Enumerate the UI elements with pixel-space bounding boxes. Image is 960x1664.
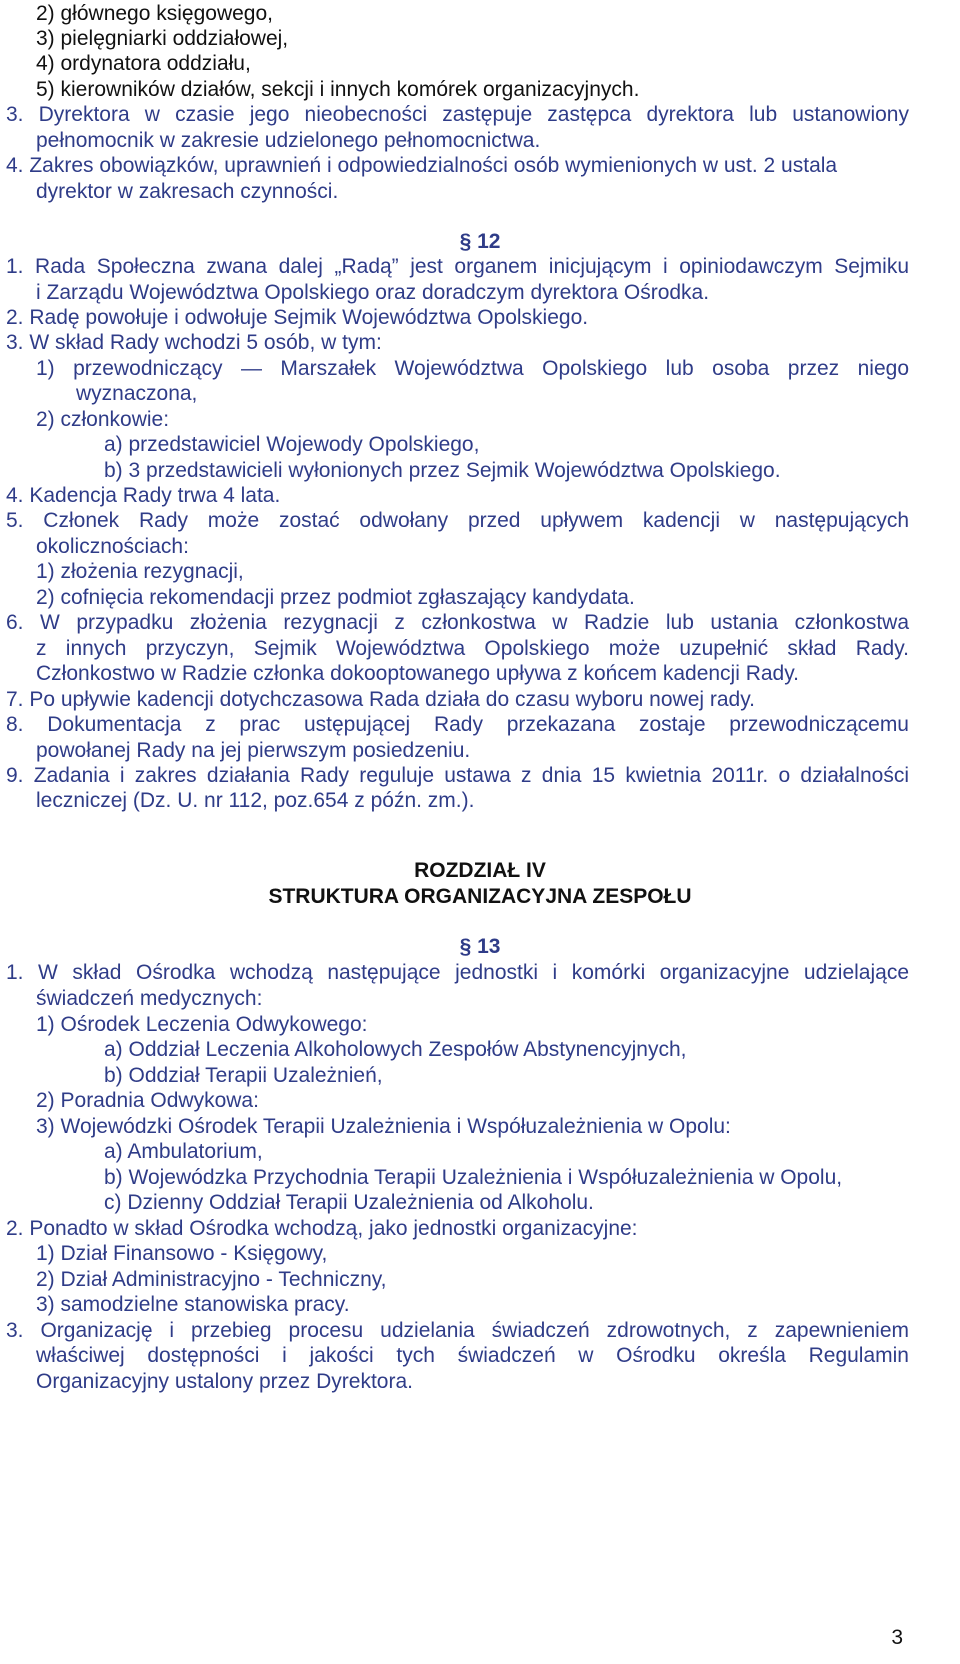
text-line (6, 329, 382, 357)
text-segment: § 13 (459, 935, 501, 958)
text-line (6, 507, 909, 535)
text-segment: 1. Rada Społeczna zwana dalej „Radą” jest organem inicjującym i opiniodawczym Sejmiku (6, 255, 909, 278)
text-line (6, 1215, 638, 1243)
text-segment: 2) Dział Administracyjno - Techniczny, (36, 1268, 387, 1291)
text-line (36, 1240, 327, 1268)
text-segment: 2) głównego księgowego, (36, 2, 273, 25)
text-line (36, 1113, 731, 1141)
text-line (36, 1087, 259, 1115)
text-segment: 2) cofnięcia rekomendacji przez podmiot zgłaszający kandydata. (36, 586, 635, 609)
text-segment: leczniczej (Dz. U. nr 112, poz.654 z późn. zm.). (36, 789, 475, 812)
text-line (104, 1138, 263, 1166)
page-number: 3 (891, 1626, 903, 1649)
text-line (6, 152, 837, 180)
text-line (36, 25, 288, 53)
text-line (104, 431, 479, 459)
text-segment: 8. Dokumentacja z prac ustępującej Rady przekazana zostaje przewodniczącemu (6, 713, 909, 736)
text-line (6, 762, 909, 790)
text-line (36, 279, 709, 307)
text-line (6, 482, 280, 510)
text-line (36, 1266, 387, 1294)
chapter-heading (0, 857, 960, 885)
text-line (36, 1342, 909, 1370)
text-segment: 3) pielęgniarki oddziałowej, (36, 27, 289, 50)
text-segment: 3. W skład Rady wchodzi 5 osób, w tym: (6, 331, 382, 354)
text-segment: wyznaczona, (76, 382, 198, 405)
text-segment: powołanej Rady na jej pierwszym posiedzeniu. (36, 739, 471, 762)
text-segment: a) Oddział Leczenia Alkoholowych Zespołów Abstynencyjnych, (104, 1038, 687, 1061)
text-segment: Organizacyjny ustalony przez Dyrektora. (36, 1370, 413, 1393)
chapter-heading (0, 883, 960, 911)
text-line (36, 558, 244, 586)
text-segment: właściwej dostępności i jakości tych świadczeń w Ośrodku określa Regulamin (36, 1344, 909, 1367)
text-line (104, 1164, 842, 1192)
text-segment: 6. W przypadku złożenia rezygnacji z członkostwa w Radzie lub ustania członkostwa (6, 611, 909, 634)
text-segment: 9. Zadania i zakres działania Rady reguluje ustawa z dnia 15 kwietnia 2011r. o działalności (6, 764, 909, 787)
text-line (76, 380, 197, 408)
text-line (36, 985, 262, 1013)
text-line (36, 1011, 368, 1039)
text-segment: § 12 (459, 230, 501, 253)
text-line (36, 1291, 350, 1319)
text-segment: Członkostwo w Radzie członka dokooptowanego upływa z końcem kadencji Rady. (36, 662, 800, 685)
text-segment: b) Oddział Terapii Uzależnień, (104, 1064, 383, 1087)
text-segment: 5. Członek Rady może zostać odwołany przed upływem kadencji w następujących (6, 509, 909, 532)
text-segment: a) Ambulatorium, (104, 1140, 263, 1163)
text-line (36, 406, 169, 434)
text-segment: 4) ordynatora oddziału, (36, 52, 251, 75)
text-segment: 2) członkowie: (36, 408, 170, 431)
text-segment: 3) samodzielne stanowiska pracy. (36, 1293, 350, 1316)
text-segment: 1) Ośrodek Leczenia Odwykowego: (36, 1013, 368, 1036)
text-segment: 4. Kadencja Rady trwa 4 lata. (6, 484, 281, 507)
text-line (6, 609, 909, 637)
text-line (104, 1036, 686, 1064)
text-segment: 2. Ponadto w skład Ośrodka wchodzą, jako jednostki organizacyjne: (6, 1217, 638, 1240)
text-line (6, 304, 588, 332)
text-segment: 1) przewodniczący ― Marszałek Województwa Opolskiego lub osoba przez niego (36, 357, 909, 380)
text-line (36, 787, 474, 815)
text-segment: c) Dzienny Oddział Terapii Uzależnienia od Alkoholu. (104, 1191, 594, 1214)
text-segment: 7. Po upływie kadencji dotychczasowa Rada działa do czasu wyboru nowej rady. (6, 688, 756, 711)
text-segment: 4. Zakres obowiązków, uprawnień i odpowiedzialności osób wymienionych w ust. 2 ustala (6, 154, 838, 177)
text-segment: okolicznościach: (36, 535, 189, 558)
text-line (36, 355, 909, 383)
text-line (36, 533, 189, 561)
text-line (6, 253, 909, 281)
text-line (6, 711, 909, 739)
section-mark (0, 228, 960, 256)
text-line (36, 0, 273, 28)
text-segment: 2) Poradnia Odwykowa: (36, 1089, 259, 1112)
text-segment: 3) Wojewódzki Ośrodek Terapii Uzależnienia i Współuzależnienia w Opolu: (36, 1115, 731, 1138)
text-line (6, 686, 755, 714)
text-line (36, 1368, 413, 1396)
text-line (104, 1189, 594, 1217)
text-line (36, 76, 639, 104)
section-mark (0, 933, 960, 961)
text-segment: 1. W skład Ośrodka wchodzą następujące jednostki i komórki organizacyjne udzielające (6, 961, 909, 984)
text-line (36, 737, 470, 765)
text-segment: 2. Radę powołuje i odwołuje Sejmik Województwa Opolskiego. (6, 306, 589, 329)
text-segment: i Zarządu Województwa Opolskiego oraz doradczym dyrektora Ośrodka. (36, 281, 710, 304)
text-segment: 1) Dział Finansowo - Księgowy, (36, 1242, 328, 1265)
text-line (6, 1317, 909, 1345)
text-line (36, 178, 338, 206)
text-line (104, 457, 781, 485)
text-line (36, 584, 635, 612)
text-segment: z innych przyczyn, Sejmik Województwa Opolskiego może uzupełnić skład Rady. (36, 637, 909, 660)
text-line (104, 1062, 383, 1090)
text-segment: 5) kierowników działów, sekcji i innych komórek organizacyjnych. (36, 78, 640, 101)
text-segment: świadczeń medycznych: (36, 987, 263, 1010)
text-segment: 3. Organizację i przebieg procesu udzielania świadczeń zdrowotnych, z zapewnieniem (6, 1319, 909, 1342)
text-line (6, 959, 909, 987)
text-line (36, 660, 799, 688)
text-segment: b) Wojewódzka Przychodnia Terapii Uzależnienia i Współuzależnienia w Opolu, (104, 1166, 843, 1189)
text-segment: ROZDZIAŁ IV (414, 859, 546, 882)
text-line (36, 127, 540, 155)
text-segment: 1) złożenia rezygnacji, (36, 560, 244, 583)
text-segment: 3. Dyrektora w czasie jego nieobecności zastępuje zastępca dyrektora lub ustanowiony (6, 103, 909, 126)
text-segment: a) przedstawiciel Wojewody Opolskiego, (104, 433, 480, 456)
text-segment: pełnomocnik w zakresie udzielonego pełnomocnictwa. (36, 129, 541, 152)
text-segment: STRUKTURA ORGANIZACYJNA ZESPOŁU (268, 885, 692, 908)
text-line (36, 50, 251, 78)
text-segment: b) 3 przedstawicieli wyłonionych przez Sejmik Województwa Opolskiego. (104, 459, 781, 482)
text-line (6, 101, 909, 129)
text-segment: dyrektor w zakresach czynności. (36, 180, 339, 203)
text-line (36, 635, 909, 663)
